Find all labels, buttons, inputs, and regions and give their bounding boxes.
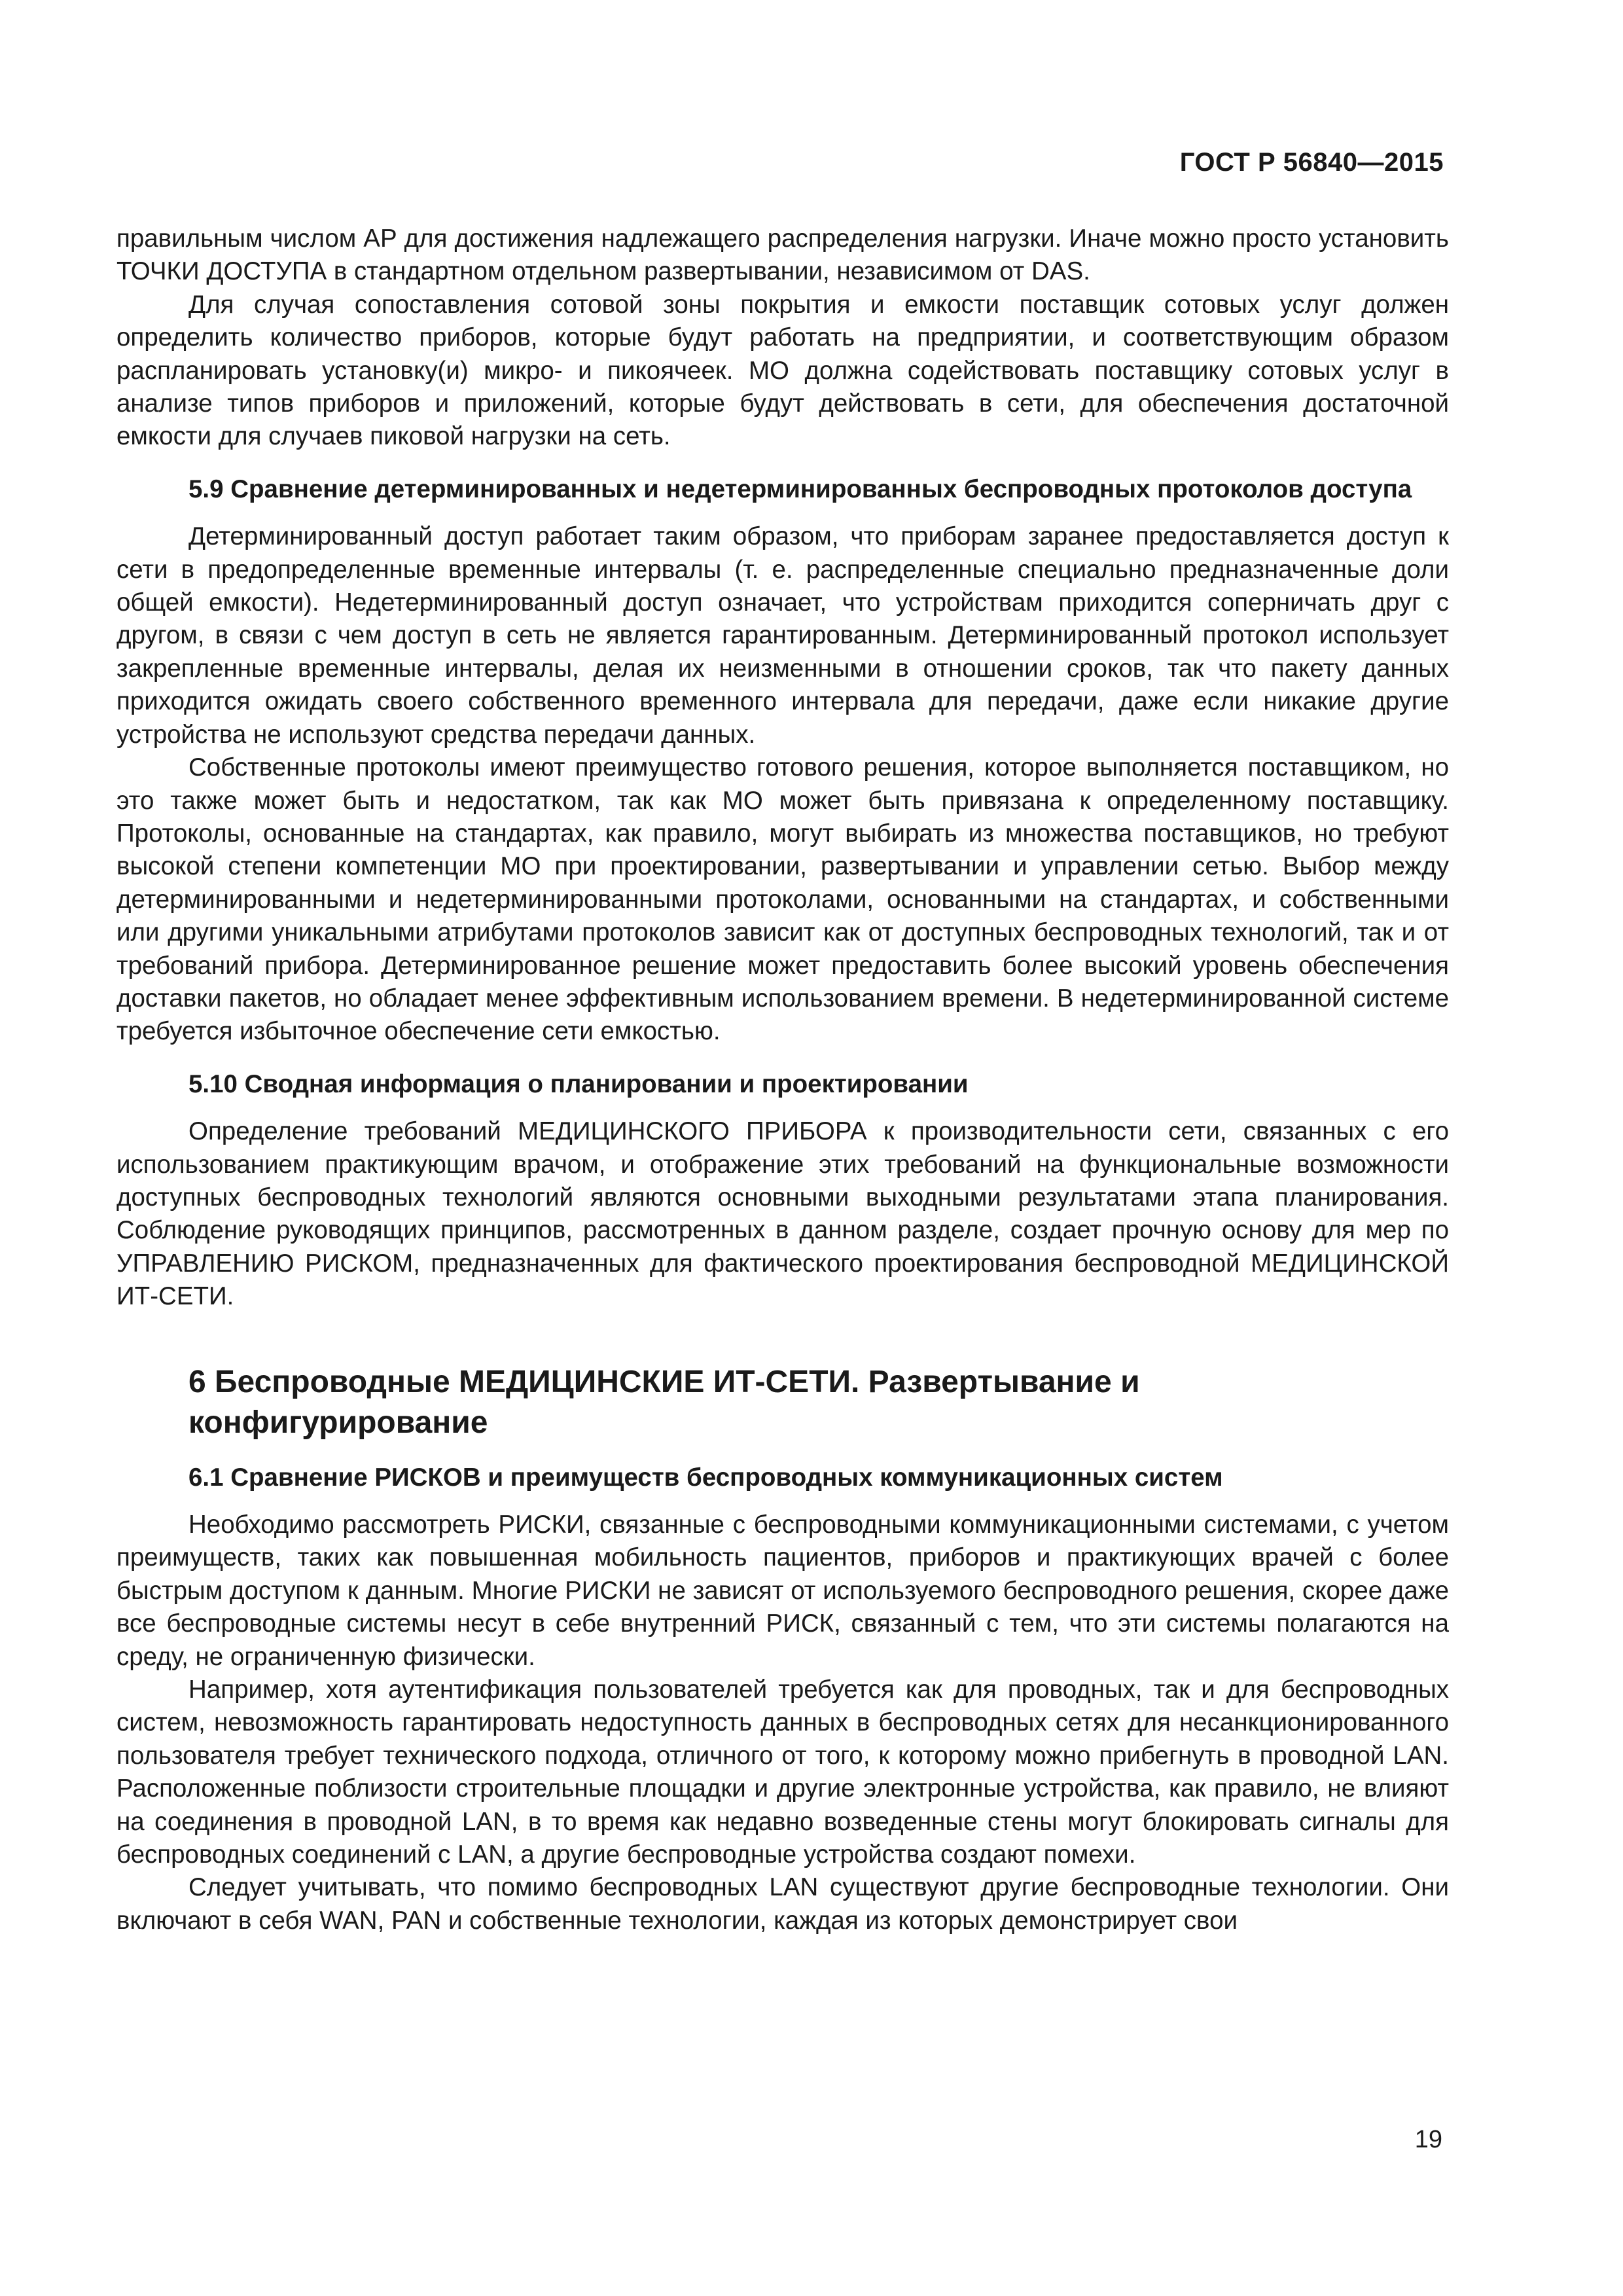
section-5-10-paragraph-1: Определение требований МЕДИЦИНСКОГО ПРИБОРА к производительности сети, связанных с его использованием практикующим врачом, и отображение этих требований на функциональные возможности доступных беспроводных технологий являются основными выходными результатами этапа планирования. Соблюдение руководящих принципов, рассмотренных в данном разделе, создает прочную основу для мер по УПРАВЛЕНИЮ РИСКОМ, предназначенных для фактического проектирования беспроводной МЕДИЦИНСКОЙ ИТ-СЕТИ. xyxy=(116,1117,1449,1311)
paragraph-continuation: правильным числом АР для достижения надлежащего распределения нагрузки. Иначе можно просто установить ТОЧКИ ДОСТУПА в стандартном отдельном развертывании, независимом от DAS. xyxy=(116,224,1449,286)
section-6-1-paragraph-1: Необходимо рассмотреть РИСКИ, связанные с беспроводными коммуникационными системами, с учетом преимуществ, таких как повышенная мобильность пациентов, приборов и практикующих врачей с более быстрым доступом к данным. Многие РИСКИ не зависят от используемого беспроводного решения, скорее даже все беспроводные системы несут в себе внутренний РИСК, связанный с тем, что эти системы полагаются на среду, не ограниченную физически. xyxy=(116,1511,1449,1671)
section-6-heading: 6 Беспроводные МЕДИЦИНСКИЕ ИТ-СЕТИ. Развертывание и конфигурирование xyxy=(188,1364,1140,1440)
section-6-1-paragraph-3: Следует учитывать, что помимо беспроводных LAN существуют другие беспроводные технологии. Они включают в себя WAN, PAN и собственные технологии, каждая из которых демонстрирует свои xyxy=(116,1873,1449,1935)
section-6-1-heading: 6.1 Сравнение РИСКОВ и преимуществ беспроводных коммуникационных систем xyxy=(188,1463,1223,1492)
section-5-9-paragraph-1: Детерминированный доступ работает таким образом, что приборам заранее предоставляется доступ к сети в предопределенные временные интервалы (т. е. распределенные специально предназначенные доли общей емкости). Недетерминированный доступ означает, что устройствам приходится соперничать друг с другом, в связи с чем доступ в сеть не является гарантированным. Детерминированный протокол использует закрепленные временные интервалы, делая их неизменными в отношении сроков, так что пакету данных приходится ожидать своего собственного временного интервала для передачи, даже если никакие другие устройства не используют средства передачи данных. xyxy=(116,522,1449,749)
page-number: 19 xyxy=(1414,2126,1442,2153)
section-5-9-paragraph-2: Собственные протоколы имеют преимущество готового решения, которое выполняется поставщиком, но это также может быть и недостатком, так как МО может быть привязана к определенному поставщику. Протоколы, основанные на стандартах, как правило, могут выбирать из множества поставщиков, но требуют высокой степени компетенции МО при проектировании, развертывании и управлении сетью. Выбор между детерминированными и недетерминированными протоколами, основанными на стандартах, и собственными или другими уникальными атрибутами протоколов зависит как от доступных беспроводных технологий, так и от требований прибора. Детерминированное решение может предоставить более высокий уровень обеспечения доставки пакетов, но обладает менее эффективным использованием времени. В недетерминированной системе требуется избыточное обеспечение сети емкостью. xyxy=(116,753,1449,1046)
paragraph-cellular-coverage: Для случая сопоставления сотовой зоны покрытия и емкости поставщик сотовых услуг должен определить количество приборов, которые будут работать на предприятии, и соответствующим образом распланировать установку(и) микро- и пикоячеек. МО должна содействовать поставщику сотовых услуг в анализе типов приборов и приложений, которые будут действовать в сети, для обеспечения достаточной емкости для случаев пиковой нагрузки на сеть. xyxy=(116,290,1449,451)
section-5-10-heading: 5.10 Сводная информация о планировании и проектировании xyxy=(188,1069,969,1098)
section-5-9-heading: 5.9 Сравнение детерминированных и недетерминированных беспроводных протоколов доступа xyxy=(188,475,1412,503)
document-body xyxy=(116,223,1449,1937)
section-6-1-paragraph-2: Например, хотя аутентификация пользователей требуется как для проводных, так и для беспроводных систем, невозможность гарантировать недоступность данных в беспроводных сетях для несанкционированного пользователя требует технического подхода, отличного от того, к которому можно прибегнуть в проводной LAN. Расположенные поблизости строительные площадки и другие электронные устройства, как правило, не влияют на соединения в проводной LAN, в то время как недавно возведенные стены могут блокировать сигналы для беспроводных соединений с LAN, а другие беспроводные устройства создают помехи. xyxy=(116,1676,1449,1869)
standard-header: ГОСТ Р 56840—2015 xyxy=(1179,148,1444,177)
